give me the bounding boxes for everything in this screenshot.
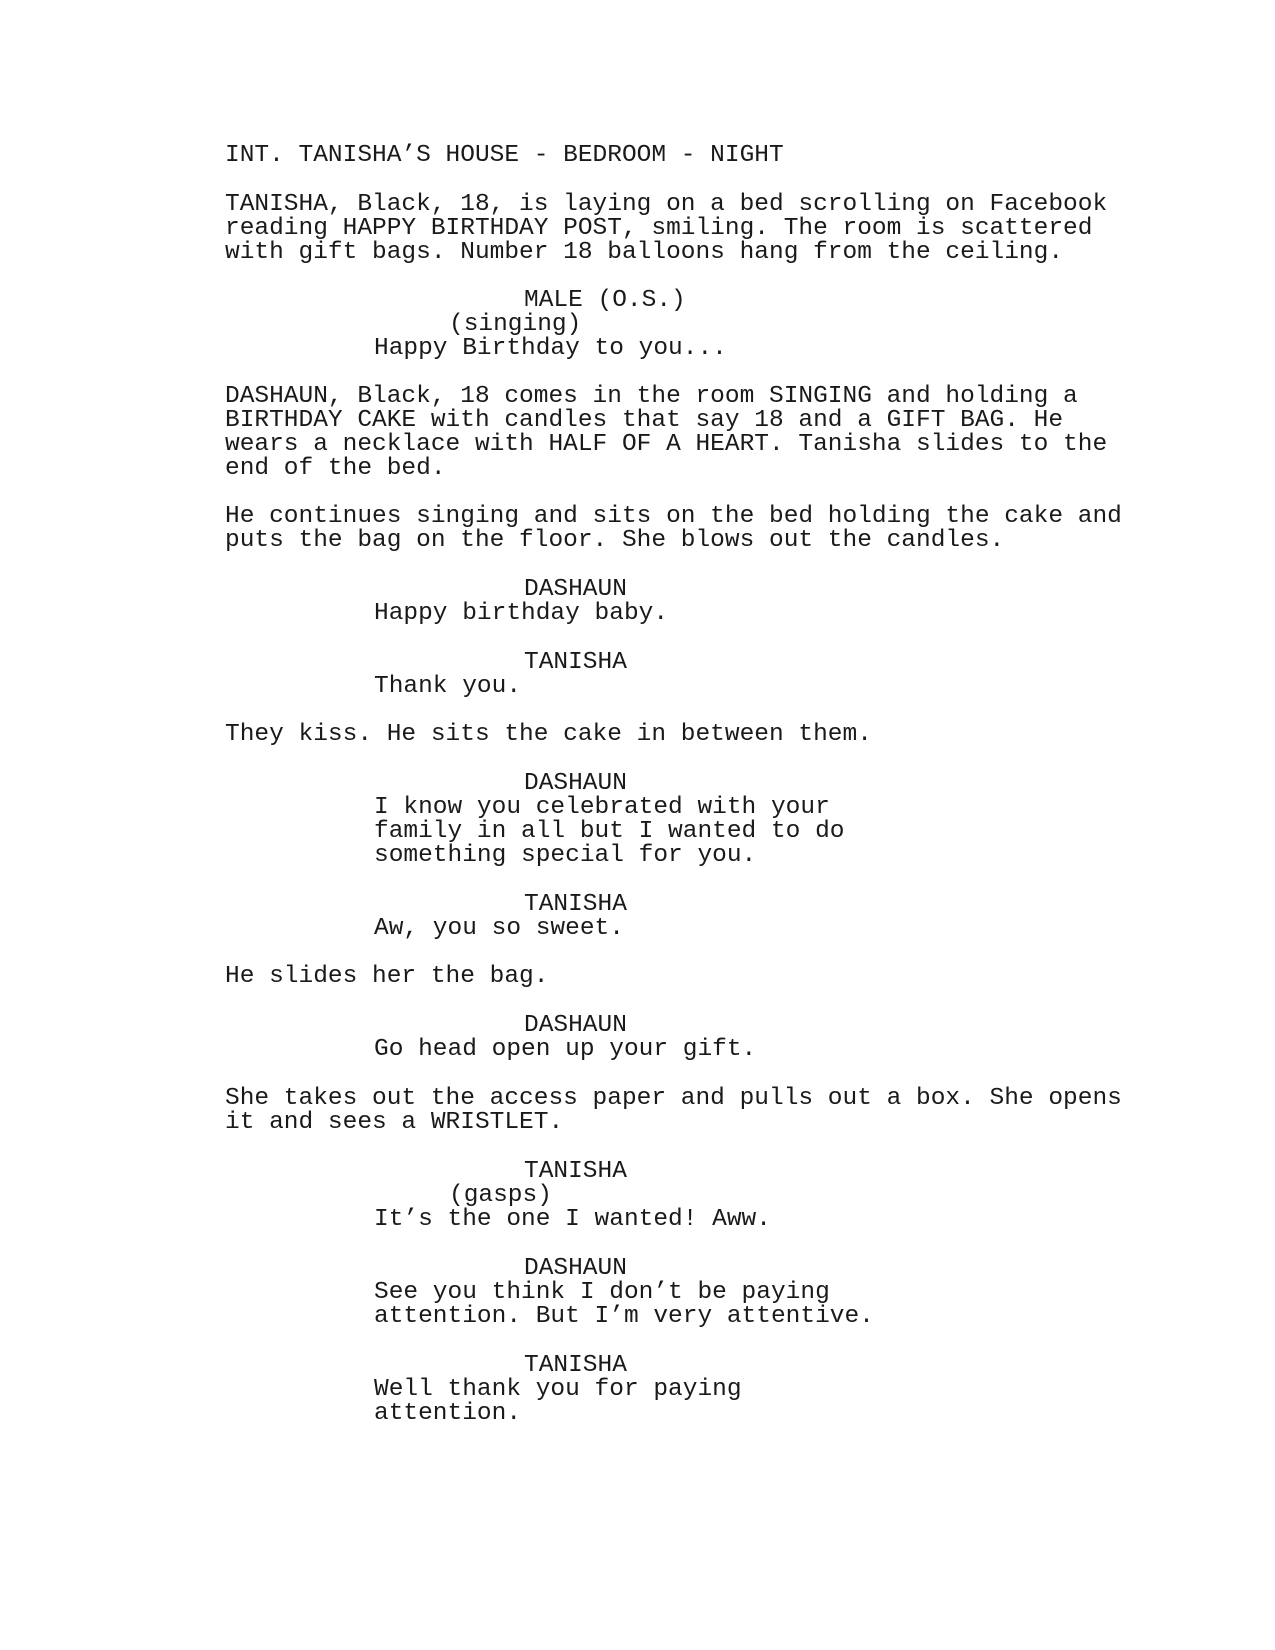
dialogue-line: Thank you. [374, 673, 522, 700]
dialogue-line: Go head open up your gift. [374, 1036, 757, 1063]
dialogue-line: See you think I don’t be paying [374, 1279, 830, 1306]
character-cue: TANISHA [524, 1158, 627, 1185]
dialogue-line: Happy Birthday to you... [374, 335, 727, 362]
dialogue-line: Well thank you for paying [374, 1376, 742, 1403]
dialogue-line: Happy birthday baby. [374, 600, 669, 627]
character-cue: TANISHA [524, 649, 627, 676]
dialogue-line: It’s the one I wanted! Aww. [374, 1206, 771, 1233]
character-cue: DASHAUN [524, 1012, 627, 1039]
dialogue-line: I know you celebrated with your [374, 794, 830, 821]
action-line: TANISHA, Black, 18, is laying on a bed scrolling on Facebook [225, 191, 1108, 218]
dialogue-line: family in all but I wanted to do [374, 818, 845, 845]
character-cue: DASHAUN [524, 576, 627, 603]
action-line: He slides her the bag. [225, 963, 549, 990]
dialogue-line: attention. [374, 1400, 522, 1427]
character-cue: DASHAUN [524, 770, 627, 797]
action-line: She takes out the access paper and pulls out a box. She opens [225, 1085, 1122, 1112]
action-line: puts the bag on the floor. She blows out the candles. [225, 527, 1005, 554]
action-line: end of the bed. [225, 455, 446, 482]
parenthetical: (gasps) [449, 1182, 552, 1209]
action-line: BIRTHDAY CAKE with candles that say 18 and a GIFT BAG. He [225, 407, 1064, 434]
action-line: reading HAPPY BIRTHDAY POST, smiling. The room is scattered [225, 215, 1093, 242]
dialogue-line: something special for you. [374, 842, 757, 869]
character-cue: TANISHA [524, 1352, 627, 1379]
character-cue: MALE (O.S.) [524, 287, 686, 314]
action-line: They kiss. He sits the cake in between them. [225, 721, 872, 748]
character-cue: TANISHA [524, 891, 627, 918]
parenthetical: (singing) [449, 311, 582, 338]
character-cue: DASHAUN [524, 1255, 627, 1282]
dialogue-line: attention. But I’m very attentive. [374, 1303, 874, 1330]
scene-heading: INT. TANISHA’S HOUSE - BEDROOM - NIGHT [225, 142, 784, 169]
dialogue-line: Aw, you so sweet. [374, 915, 624, 942]
action-line: wears a necklace with HALF OF A HEART. Tanisha slides to the [225, 431, 1108, 458]
action-line: He continues singing and sits on the bed holding the cake and [225, 503, 1122, 530]
action-line: it and sees a WRISTLET. [225, 1109, 564, 1136]
action-line: with gift bags. Number 18 balloons hang from the ceiling. [225, 239, 1064, 266]
action-line: DASHAUN, Black, 18 comes in the room SINGING and holding a [225, 383, 1078, 410]
